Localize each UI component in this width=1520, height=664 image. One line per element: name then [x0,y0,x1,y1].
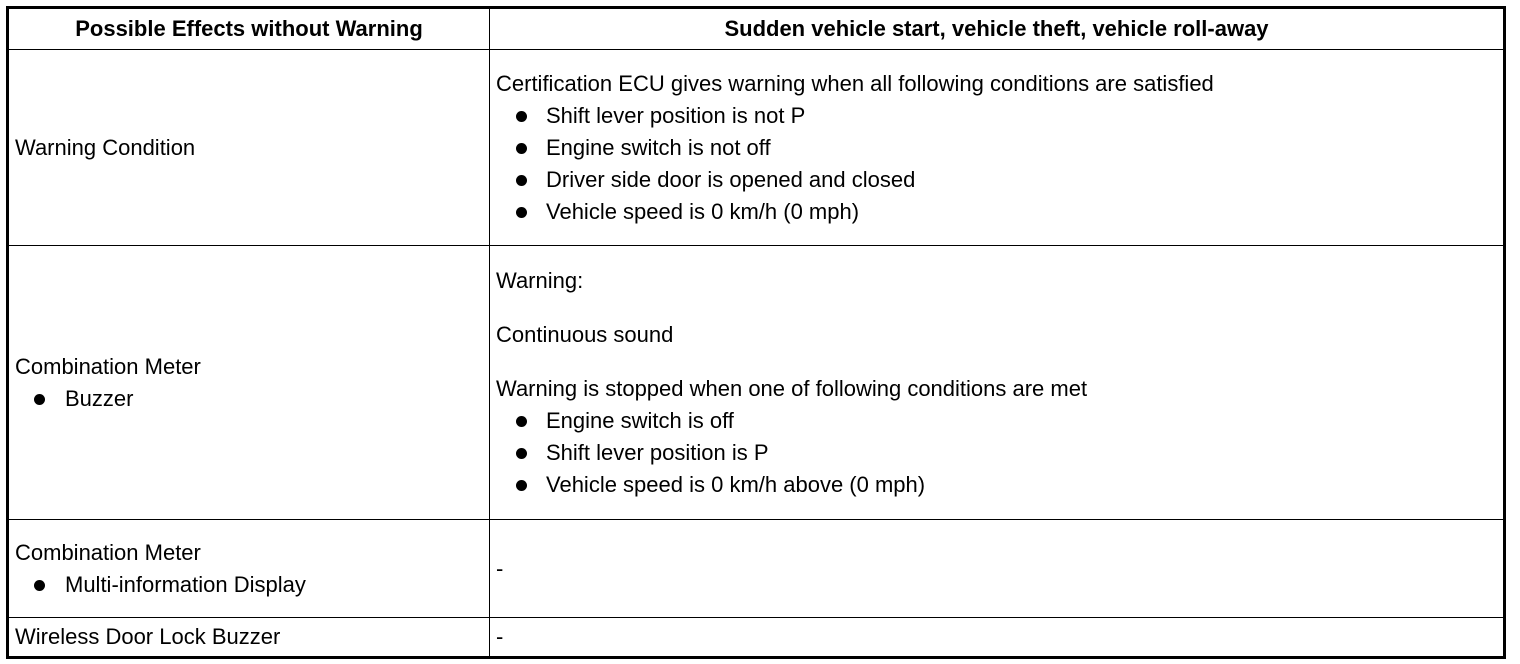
row-value-mid: - [490,520,1505,618]
buzzer-stop-intro: Warning is stopped when one of following conditions are met [496,375,1088,401]
list-item: Shift lever position is P [496,437,1497,469]
row-label-wireless-door-lock-buzzer: Wireless Door Lock Buzzer [8,618,490,658]
row-value-buzzer [490,246,1505,520]
combination-meter-sub-list [15,383,483,415]
row-label-combination-meter-buzzer [8,246,490,520]
table-row [8,246,1505,520]
row-value-wireless-door-lock-buzzer: - [490,618,1505,658]
buzzer-sound: Continuous sound [496,321,674,347]
list-item: Vehicle speed is 0 km/h (0 mph) [496,196,1497,228]
table-row [8,520,1505,618]
list-item: Vehicle speed is 0 km/h above (0 mph) [496,469,1497,501]
combination-meter-label: Combination Meter [15,353,201,379]
table-header-row [8,8,1505,50]
list-item: Driver side door is opened and closed [496,164,1497,196]
list-item: Shift lever position is not P [496,100,1497,132]
row-label-warning-condition: Warning Condition [8,50,490,246]
row-value-warning-condition [490,50,1505,246]
combination-meter-sub-list [15,569,483,601]
combination-meter-label: Combination Meter [15,539,201,565]
warning-spec-table [6,6,1506,659]
row-label-combination-meter-mid [8,520,490,618]
table-row [8,50,1505,246]
warning-condition-intro: Certification ECU gives warning when all following conditions are satisfied [496,70,1214,96]
list-item: Engine switch is not off [496,132,1497,164]
buzzer-warning-label: Warning: [496,267,584,293]
warning-condition-list [496,100,1497,228]
table-row [8,618,1505,658]
buzzer-stop-list [496,405,1497,501]
list-item: Multi-information Display [15,569,483,601]
list-item: Engine switch is off [496,405,1497,437]
header-possible-effects: Possible Effects without Warning [8,8,490,50]
list-item: Buzzer [15,383,483,415]
header-effects-description: Sudden vehicle start, vehicle theft, vehicle roll-away [490,8,1505,50]
